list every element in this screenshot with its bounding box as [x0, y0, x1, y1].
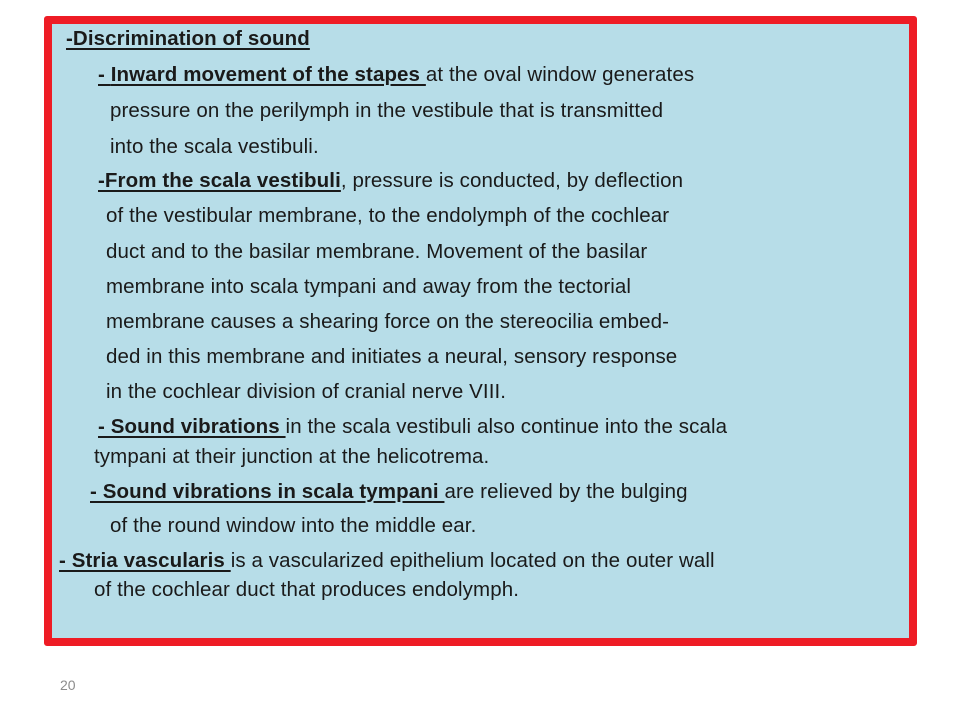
paragraph-stapes-line-1 [98, 63, 694, 87]
dash: - [98, 63, 111, 86]
text: are relieved by the bulging [444, 480, 688, 503]
text: , pressure is conducted, by deflection [340, 169, 684, 192]
paragraph-scala-vestibuli-line-7: in the cochlear division of cranial nerve VIII. [106, 380, 507, 403]
paragraph-scala-vestibuli-line-4: membrane into scala tympani and away from the tectorial [106, 275, 632, 298]
paragraph-stria-vascularis-line-1 [59, 549, 715, 573]
paragraph-stapes-line-3: into the scala vestibuli. [110, 135, 319, 158]
term-stapes: Inward movement of the stapes [110, 63, 426, 86]
paragraph-scala-tympani-line-2: of the round window into the middle ear. [110, 514, 477, 537]
text: is a vascularized epithelium located on the outer wall [230, 549, 715, 572]
term-sound-vibrations: - Sound vibrations [98, 415, 286, 438]
paragraph-scala-vestibuli-line-3: duct and to the basilar membrane. Movement of the basilar [106, 240, 648, 263]
term-scala-vestibuli: -From the scala vestibuli [98, 169, 341, 192]
paragraph-sound-vibrations-line-1 [98, 415, 727, 439]
paragraph-stapes-line-2: pressure on the perilymph in the vestibule that is transmitted [110, 99, 664, 122]
text: at the oval window generates [425, 63, 695, 86]
paragraph-scala-tympani-line-1 [90, 480, 688, 504]
paragraph-scala-vestibuli-line-1 [98, 169, 683, 193]
paragraph-scala-vestibuli-line-6: ded in this membrane and initiates a neural, sensory response [106, 345, 678, 368]
paragraph-sound-vibrations-line-2: tympani at their junction at the helicotrema. [94, 445, 490, 468]
slide-heading: -Discrimination of sound [66, 27, 310, 50]
term-sound-vibrations-scala-tympani: - Sound vibrations in scala tympani [90, 480, 445, 503]
paragraph-scala-vestibuli-line-2: of the vestibular membrane, to the endolymph of the cochlear [106, 204, 670, 227]
term-stria-vascularis: - Stria vascularis [59, 549, 231, 572]
text: in the scala vestibuli also continue into the scala [285, 415, 728, 438]
paragraph-stria-vascularis-line-2: of the cochlear duct that produces endolymph. [94, 578, 520, 601]
paragraph-scala-vestibuli-line-5: membrane causes a shearing force on the stereocilia embed- [106, 310, 670, 333]
page-number: 20 [60, 677, 76, 693]
